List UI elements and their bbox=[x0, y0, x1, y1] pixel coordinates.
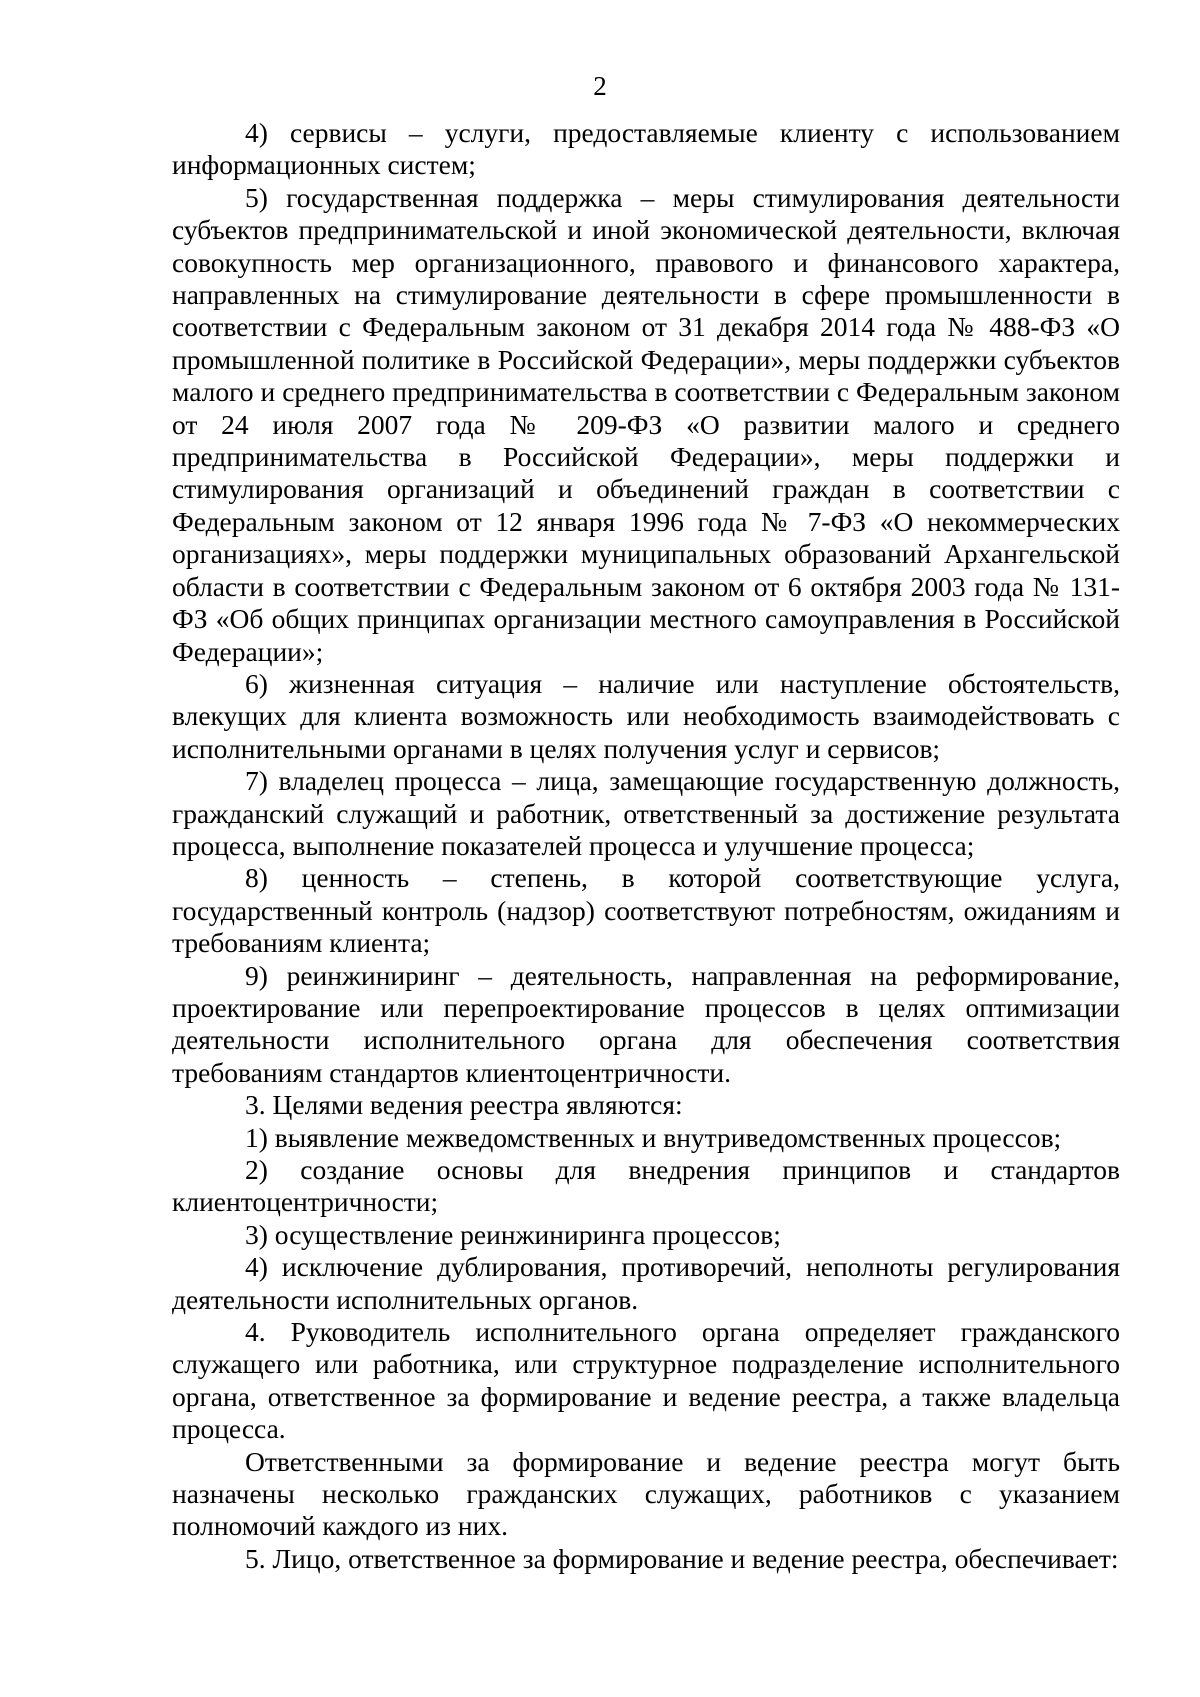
paragraph-item-7-process-owner: 7) владелец процесса – лица, замещающие государственную должность, гражданский служащий и работник, ответственный за достижение результата процесса, выполнение показателей процесса и улучшение процесса; bbox=[172, 765, 1120, 861]
paragraph-item-5-state-support: 5) государственная поддержка – меры стимулирования деятельности субъектов предпринимательской и иной экономической деятельности, включая совокупность мер организационного, правового и финансового характера, направленных на стимулирование деятельности в сфере промышленности в соответствии с Федеральным законом от 31 декабря 2014 года № 488-ФЗ «О промышленной политике в Российской Федерации», меры поддержки субъектов малого и среднего предпринимательства в соответствии с Федеральным законом от 24 июля 2007 года № 209-ФЗ «О развитии малого и среднего предпринимательства в Российской Федерации», меры поддержки и стимулирования организаций и объединений граждан в соответствии с Федеральным законом от 12 января 1996 года № 7-ФЗ «О некоммерческих организациях», меры поддержки муниципальных образований Архангельской области в соответствии с Федеральным законом от 6 октября 2003 года № 131-ФЗ «Об общих принципах организации местного самоуправления в Российской Федерации»; bbox=[172, 181, 1120, 667]
paragraph-section-4-head: 4. Руководитель исполнительного органа определяет гражданского служащего или работника, или структурное подразделение исполнительного органа, ответственное за формирование и ведение реестра, а также владельца процесса. bbox=[172, 1316, 1120, 1445]
paragraph-item-6-life-situation: 6) жизненная ситуация – наличие или наступление обстоятельств, влекущих для клиента возможность или необходимость взаимодействовать с исполнительными органами в целях получения услуг и сервисов; bbox=[172, 667, 1120, 764]
paragraph-item-4-services: 4) сервисы – услуги, предоставляемые клиенту с использованием информационных систем; bbox=[172, 117, 1120, 181]
paragraph-section-3-goals: 3. Целями ведения реестра являются: bbox=[245, 1089, 683, 1121]
paragraph-section-5-head: 5. Лицо, ответственное за формирование и ведение реестра, обеспечивает: bbox=[245, 1542, 1119, 1574]
paragraph-responsible-persons: Ответственными за формирование и ведение реестра могут быть назначены несколько гражданских служащих, работников с указанием полномочий каждого из них. bbox=[172, 1445, 1120, 1542]
paragraph-goal-1: 1) выявление межведомственных и внутриведомственных процессов; bbox=[245, 1121, 1062, 1153]
paragraph-goal-4: 4) исключение дублирования, противоречий, неполноты регулирования деятельности исполнительных органов. bbox=[172, 1251, 1120, 1315]
paragraph-item-9-reengineering: 9) реинжиниринг – деятельность, направленная на реформирование, проектирование или перепроектирование процессов в целях оптимизации деятельности исполнительного органа для обеспечения соответствия требованиям стандартов клиентоцентричности. bbox=[172, 959, 1120, 1088]
document-body bbox=[172, 117, 1120, 1575]
page-number: 2 bbox=[593, 71, 607, 101]
paragraph-goal-3: 3) осуществление реинжиниринга процессов; bbox=[245, 1218, 781, 1250]
paragraph-item-8-value: 8) ценность – степень, в которой соответствующие услуга, государственный контроль (надзор) соответствуют потребностям, ожиданиям и требованиям клиента; bbox=[172, 862, 1120, 959]
paragraph-goal-2: 2) создание основы для внедрения принципов и стандартов клиентоцентричности; bbox=[172, 1154, 1120, 1218]
